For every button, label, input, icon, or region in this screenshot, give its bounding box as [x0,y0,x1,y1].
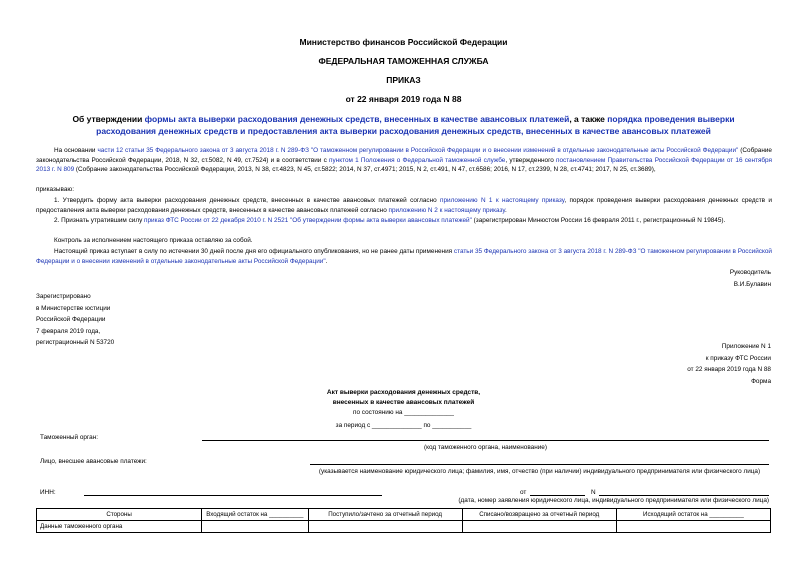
table-row-label: Данные таможенного органа [37,521,202,533]
item-2-text-a: 2. Признать утратившим силу [54,217,145,224]
appendix-line-4: Форма [751,377,771,385]
service-name: ФЕДЕРАЛЬНАЯ ТАМОЖЕННАЯ СЛУЖБА [318,56,489,66]
table-header-cell: Стороны [37,509,202,521]
title-middle: , а также [569,114,608,124]
table-header-cell: Поступило/зачтено за отчетный период [308,509,462,521]
inn-label: ИНН: [40,489,56,496]
table-cell[interactable] [616,521,770,533]
payer-input-line[interactable] [310,464,769,465]
item-effective-text-a: Настоящий приказ вступает в силу по истечении 30 дней после дня его официального опубликования, но не ранее даты применения [54,248,454,255]
item-effective [36,247,772,266]
table-cell[interactable] [462,521,616,533]
ministry-name: Министерство финансов Российской Федерации [299,37,508,47]
preamble-text-4: (Собрание законодательства Российской Федерации, 2013, N 38, ст.4823, N 45, ст.5822; 2014, N 37, ст.4971; 2015, N 2, ст.491, N 47, ст.6586; 2016, N 17, ст.2399, N 28, ст.4741; 2017, N 25, ст.3689), [74,166,656,174]
item-1-text-a: 1. Утвердить форму акта выверки расходования денежных средств, внесенных в качестве авансовых платежей согласно [54,197,441,204]
title-prefix: Об утверждении [72,114,145,124]
table-cell[interactable] [202,521,308,533]
act-title [0,388,807,408]
item-1-text-c: . [504,206,507,214]
inn-input-line[interactable] [84,495,382,496]
preamble-paragraph [36,146,772,175]
application-number-label: N [591,489,596,496]
item-effective-link-law[interactable]: статьи 35 Федерального закона от 3 августа 2018 г. N 289-ФЗ "О таможенном регулировании в Российской Федерации и о внесении изменений в отдельные законодательные акты Российской Федерации" [36,248,772,265]
title-link-procedure[interactable]: порядка проведения выверки расходования денежных средств и предоставления акта выверки расходования денежных средств, внесенных в качестве авансовых платежей [96,114,735,136]
preamble-text-1: На основании [54,147,98,154]
preamble-link-regulation[interactable]: пунктом 1 Положения о Федеральной таможенной службе [329,156,506,164]
appendix-line-3: от 22 января 2019 года N 88 [687,366,771,373]
item-2 [36,216,772,226]
act-period: за период с ______________ по ___________ [335,422,472,429]
title-link-form[interactable]: формы акта выверки расходования денежных средств, внесенных в качестве авансовых платежей [144,114,570,124]
act-title-line-2: внесенных в качестве авансовых платежей [332,399,475,406]
item-1-link-appendix-2[interactable]: приложению N 2 к настоящему приказу [388,206,505,214]
document-type: ПРИКАЗ [386,75,421,85]
preamble-link-law[interactable]: части 12 статьи 35 Федерального закона от 3 августа 2018 г. N 289-ФЗ "О таможенном регулировании в Российской Федерации и о внесении изменений в отдельные законодательные акты Российской Федерации" [97,147,739,154]
registration-block [36,291,114,349]
preamble-text-2: (Собрание законодательства Российской Федерации, 2018, N 32, ст.5082, N 49, ст.7524) и в соответствии с [36,147,772,164]
appendix-line-2: к приказу ФТС России [705,354,771,362]
item-1-text-b: , порядок проведения выверки расходования денежных средств и предоставления акта выверки расходования денежных средств, внесенных в качестве авансовых платежей согласно [36,197,772,214]
act-title-line-1: Акт выверки расходования денежных средств, [326,389,481,396]
signature-block [730,267,771,290]
document-date-number: от 22 января 2019 года N 88 [345,94,462,104]
table-header-row [37,509,771,521]
registration-line-5: регистрационный N 53720 [36,339,115,346]
item-control: Контроль за исполнением настоящего приказа оставляю за собой. [54,237,253,244]
inn-hint: (дата, номер заявления юридического лица, индивидуального предпринимателя или физического лица) [458,497,769,504]
preamble-link-resolution[interactable]: постановлением Правительства Российской Федерации от 16 сентября 2013 г. N 809 [36,156,773,174]
registration-line-1: Зарегистрировано [36,293,91,300]
table-header-cell: Исходящий остаток на __________ [616,509,770,521]
table-header-cell: Списано/возвращено за отчетный период [462,509,616,521]
item-2-link-repealed-order[interactable]: приказ ФТС России от 22 декабря 2010 г. N 2521 "Об утверждении формы акта выверки авансовых платежей" [144,217,472,224]
customs-label: Таможенный орган: [40,434,99,441]
payer-hint: (указывается наименование юридического лица; фамилия, имя, отчество (при наличии) индивидуального предпринимателя или физического лица) [318,468,761,475]
act-state-date: по состоянию на ______________ [353,409,454,416]
act-table [36,508,771,533]
application-from-label: от [520,489,527,496]
customs-hint: (код таможенного органа, наименование) [424,444,547,451]
registration-line-4: 7 февраля 2019 года, [36,327,101,335]
table-cell[interactable] [308,521,462,533]
appendix-line-1: Приложение N 1 [721,343,771,350]
item-2-text-b: (зарегистрирован Минюстом России 16 февраля 2011 г., регистрационный N 19845). [471,217,726,224]
order-word: приказываю: [36,186,74,193]
appendix-block [687,341,771,387]
registration-line-3: Российской Федерации [36,316,106,323]
preamble-text-3: , утвержденного [505,156,557,164]
table-row [37,521,771,533]
item-effective-text-b: . [325,257,328,265]
table-header-cell: Входящий остаток на __________ [202,509,308,521]
item-1 [36,196,772,215]
signature-role: Руководитель [729,269,771,276]
registration-line-2: в Министерстве юстиции [36,304,111,312]
payer-label: Лицо, внесшее авансовые платежи: [40,458,147,465]
signature-name: В.И.Булавин [733,280,771,288]
item-1-link-appendix-1[interactable]: приложению N 1 к настоящему приказу [440,197,565,204]
customs-input-line[interactable] [202,440,769,441]
order-title [60,114,747,137]
